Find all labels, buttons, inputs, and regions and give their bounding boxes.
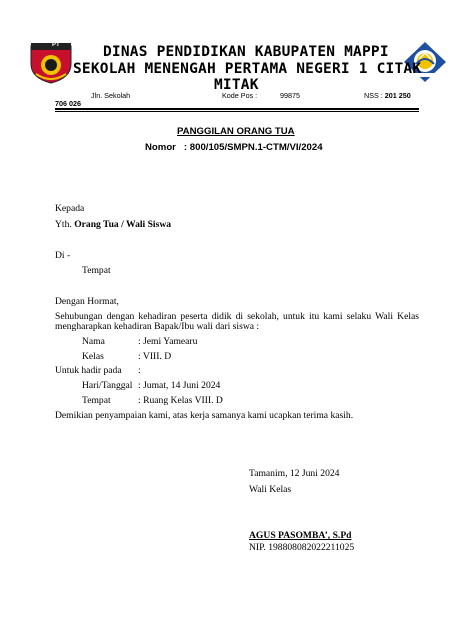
day-date-label: Hari/Tanggal xyxy=(82,380,133,391)
letter-number: Nomor : 800/105/SMPN.1-CTM/VI/2024 xyxy=(145,142,323,153)
addressee-label: Kepada xyxy=(55,203,85,214)
student-class-value: : VIII. D xyxy=(138,351,172,362)
attend-colon: : xyxy=(138,365,141,376)
student-name-value: : Jemi Yamearu xyxy=(138,336,198,347)
letterhead-line-2: SEKOLAH MENENGAH PERTAMA NEGERI 1 CITAK xyxy=(73,61,422,77)
venue-value: : Ruang Kelas VIII. D xyxy=(138,395,223,406)
nss-value-continued: 706 026 xyxy=(55,99,81,108)
signature-role: Wali Kelas xyxy=(249,484,292,495)
regency-logo-text: PT xyxy=(52,42,60,48)
signature-place-date: Tamanim, 12 Juni 2024 xyxy=(249,468,340,479)
addressee xyxy=(55,219,171,230)
signatory-nip: NIP. 198808082022211025 xyxy=(249,542,355,553)
venue-label: Tempat xyxy=(82,395,111,406)
signatory-name: AGUS PASOMBA’, S.Pd xyxy=(249,530,352,541)
nss-value: 201 250 xyxy=(384,91,411,100)
school-address: Jln. Sekolah xyxy=(91,91,131,100)
closing-sentence: Demikian penyampaian kami, atas kerja samanya kami ucapkan terima kasih. xyxy=(55,410,354,421)
letter-title: PANGGILAN ORANG TUA xyxy=(177,126,295,137)
postal-code-label: Kode Pos : xyxy=(222,91,258,100)
postal-code-value: 99875 xyxy=(280,91,300,100)
place-value: Tempat xyxy=(82,265,111,276)
nss-label-text: NSS : xyxy=(364,91,385,100)
day-date-value: : Jumat, 14 Juni 2024 xyxy=(138,380,221,391)
addressee-prefix: Yth. xyxy=(55,219,75,230)
place-label: Di - xyxy=(55,250,71,261)
regency-logo xyxy=(28,40,74,84)
paragraph-line-2: mengharapkan kehadiran Bapak/Ibu wali dari siswa : xyxy=(55,321,260,332)
student-name-label: Nama xyxy=(82,336,105,347)
letterhead-divider-top xyxy=(55,108,419,110)
letterhead-divider-bottom xyxy=(55,111,419,112)
attend-label: Untuk hadir pada xyxy=(55,365,122,376)
nss-label xyxy=(364,91,411,100)
letterhead-line-3: MITAK xyxy=(214,77,259,93)
paragraph-line-1: Sehubungan dengan kehadiran peserta didik di sekolah, untuk itu kami selaku Wali Kelas xyxy=(55,311,419,322)
addressee-name: Orang Tua / Wali Siswa xyxy=(74,219,172,230)
student-class-label: Kelas xyxy=(82,351,104,362)
greeting: Dengan Hormat, xyxy=(55,296,119,307)
letterhead-line-1: DINAS PENDIDIKAN KABUPATEN MAPPI xyxy=(103,44,389,60)
